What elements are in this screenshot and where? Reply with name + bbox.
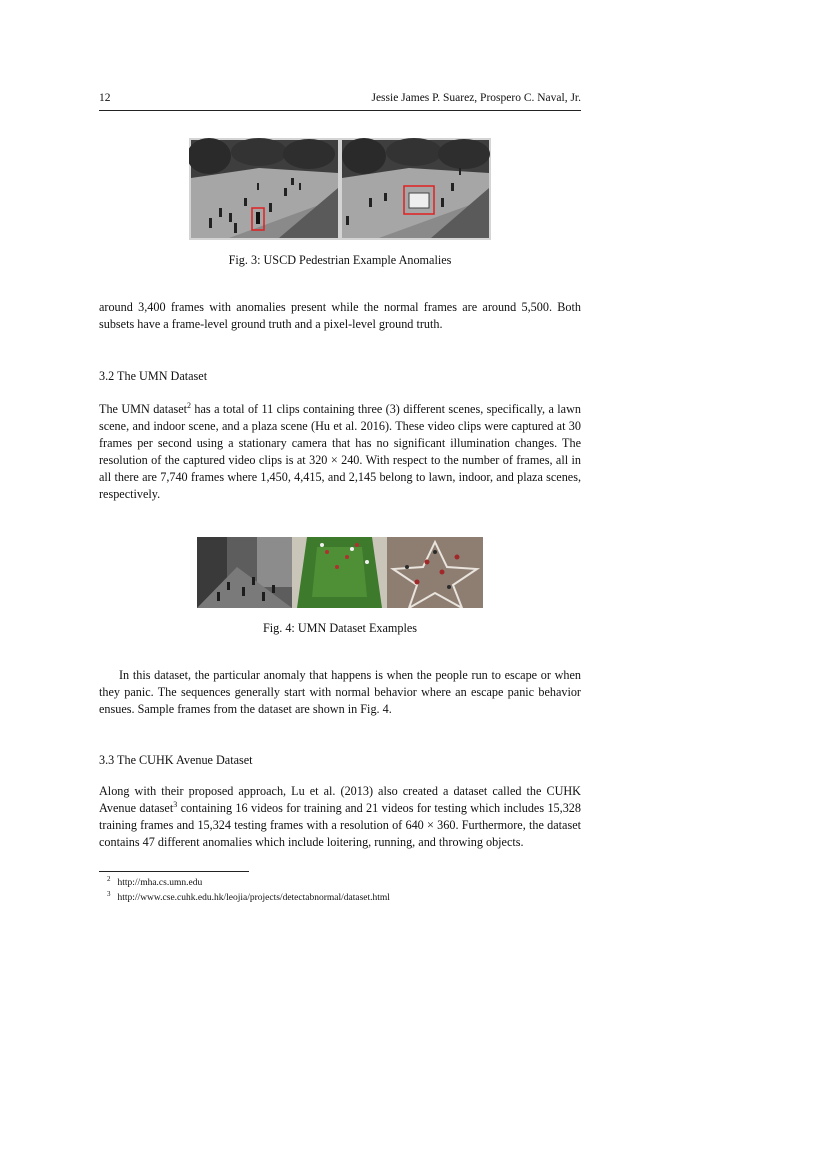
running-header-authors: Jessie James P. Suarez, Prospero C. Naval, Jr. — [371, 92, 581, 104]
footnote-2 — [107, 874, 203, 888]
umn-lawn-frame — [292, 537, 387, 608]
footnote-ref-3: 3 — [173, 799, 178, 809]
section-3-3-heading: 3.3 The CUHK Avenue Dataset — [99, 753, 253, 767]
section-3-2-text-a: The UMN dataset — [99, 402, 188, 416]
ucsd-frame-right — [342, 138, 490, 238]
header-rule — [99, 110, 581, 111]
figure-3-image — [189, 138, 491, 240]
figure-4-caption: Fig. 4: UMN Dataset Examples — [262, 621, 418, 635]
footnote-3-mark: 3 — [107, 889, 111, 898]
paragraph-umn-anomaly: In this dataset, the particular anomaly that happens is when the people run to escape or when they panic. The sequences generally start with normal behavior where an escape panic behavior ensues. Sample frames from the dataset are shown in Fig. 4. — [99, 668, 581, 716]
footnote-ref-2: 2 — [187, 400, 192, 410]
section-3-2-paragraph — [99, 401, 581, 503]
paragraph-frames-summary: around 3,400 frames with anomalies present while the normal frames are around 5,500. Both subsets have a frame-level ground truth and a pixel-level ground truth. — [99, 300, 581, 331]
ucsd-frame-left — [189, 138, 338, 238]
footnote-3 — [107, 889, 390, 903]
section-3-3-text-a: Along with their proposed approach, Lu et al. (2013) also created a dataset called the CUHK Avenue dataset — [99, 784, 581, 815]
footnote-2-url[interactable]: http://mha.cs.umn.edu — [117, 878, 203, 888]
figure-3-caption: Fig. 3: USCD Pedestrian Example Anomalies — [228, 253, 452, 267]
umn-indoor-frame — [197, 537, 292, 608]
footnote-3-url[interactable]: http://www.cse.cuhk.edu.hk/leojia/projects/detectabnormal/dataset.html — [117, 893, 390, 903]
section-3-3-paragraph — [99, 783, 581, 851]
section-3-3-text-b: containing 16 videos for training and 21 videos for testing which includes 15,328 training frames and 15,324 testing frames with a resolution of 640 × 360. Furthermore, the dataset contains 47 different anomalies which include loitering, running, and throwing objects. — [99, 801, 581, 849]
footnote-2-mark: 2 — [107, 874, 111, 883]
section-3-2-heading: 3.2 The UMN Dataset — [99, 369, 208, 383]
umn-plaza-frame — [387, 537, 483, 608]
figure-4-image — [197, 537, 483, 608]
page-number: 12 — [99, 92, 111, 104]
section-3-2-text-b: has a total of 11 clips containing three (3) different scenes, specifically, a lawn scene, and indoor scene, and a plaza scene (Hu et al. 2016). These video clips were captured at 30 frames per second using a stationary camera that has no significant illumination changes. The resolution of the captured video clips is at 320 × 240. With respect to the number of frames, all in all there are 7,740 frames where 1,450, 4,415, and 2,145 belong to lawn, indoor, and plaza scenes, respectively. — [99, 402, 581, 501]
footnote-rule — [99, 871, 249, 872]
